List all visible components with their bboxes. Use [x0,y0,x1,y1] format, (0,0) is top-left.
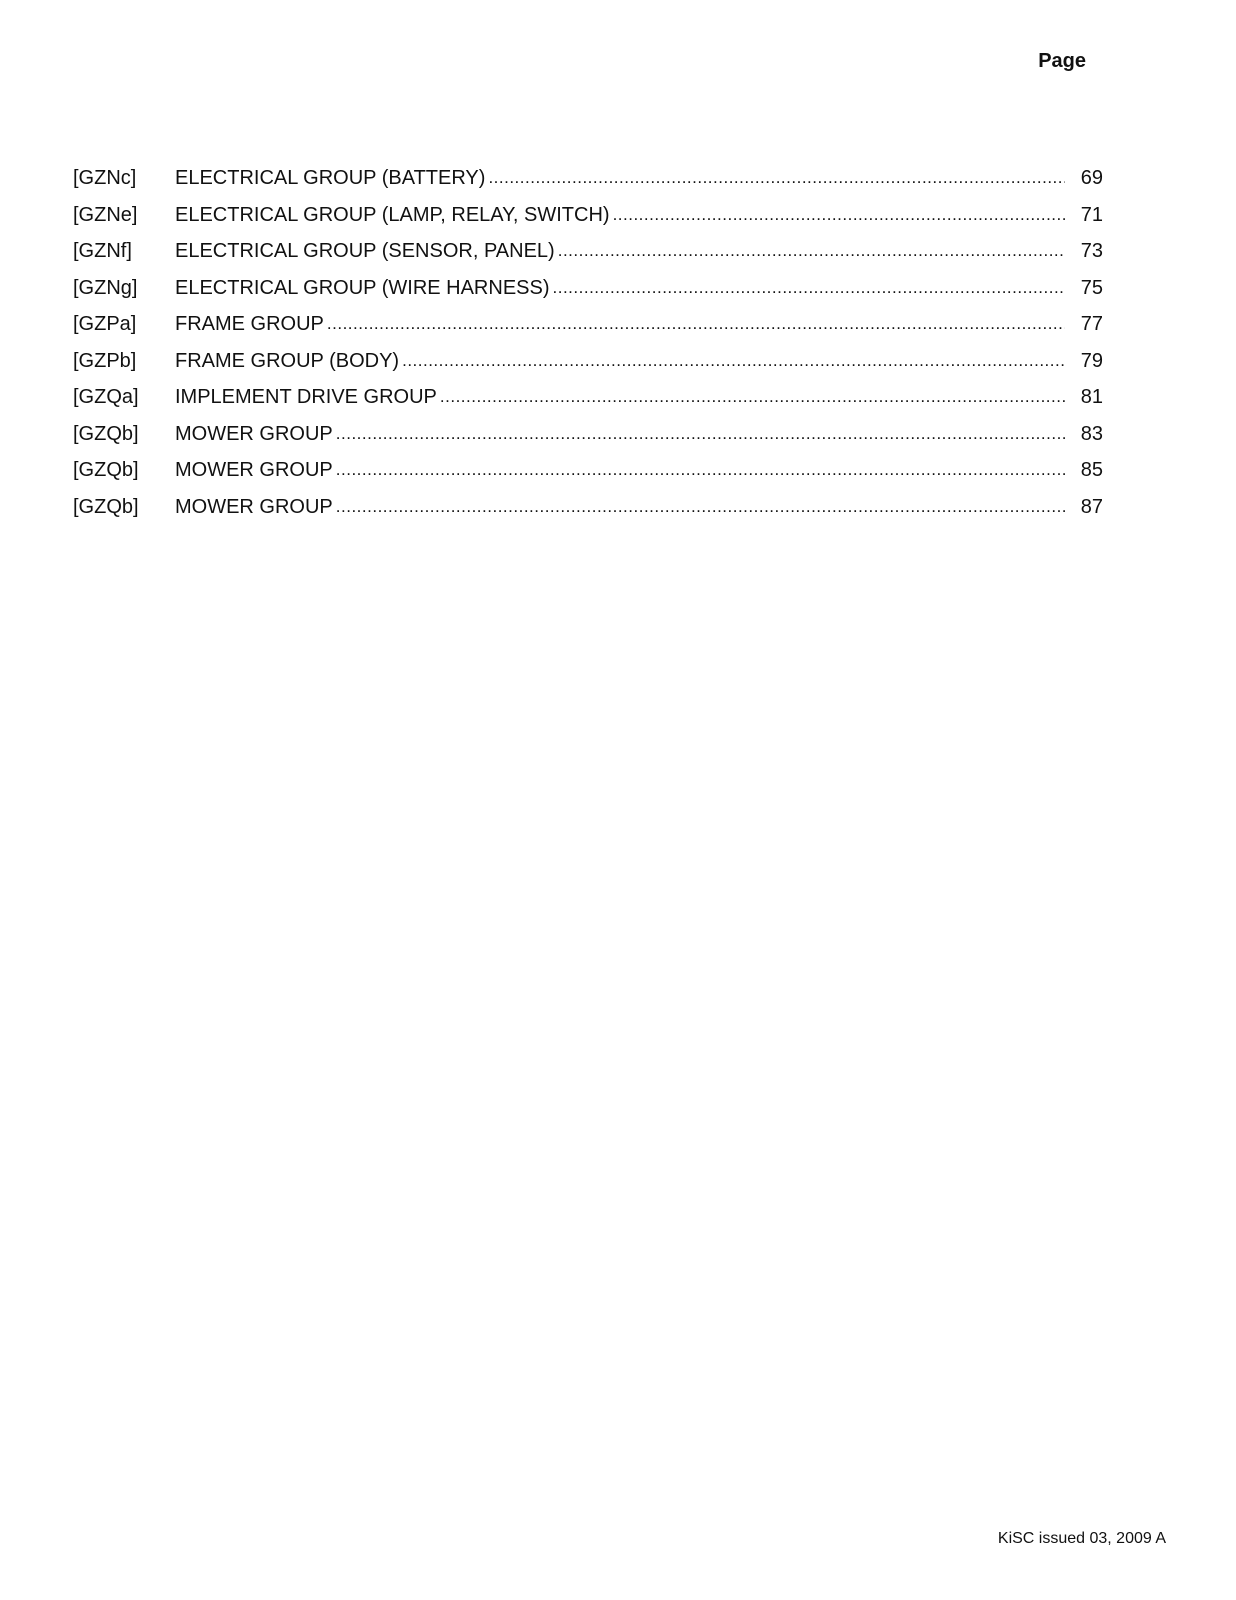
toc-entry-page: 79 [1080,349,1103,372]
toc-entry[interactable] [73,379,1103,416]
toc-entry-page: 87 [1080,495,1103,518]
toc-entry-title: ELECTRICAL GROUP (WIRE HARNESS) [175,276,550,299]
toc-entry[interactable] [73,160,1103,197]
toc-entry-code: [GZQb] [73,459,139,481]
toc-entry-code: [GZNe] [73,203,138,226]
toc-entry-code: [GZNg] [73,276,138,299]
toc-entry-title: ELECTRICAL GROUP (SENSOR, PANEL) [175,240,555,262]
toc-entry-title: FRAME GROUP [175,313,324,335]
toc-entry-code: [GZQb] [73,422,139,445]
toc-entry-code: [GZNf] [73,240,132,262]
toc-entry-page: 75 [1080,276,1103,299]
dot-leader [402,343,1065,380]
dot-leader [336,489,1065,526]
toc-entry-title: MOWER GROUP [175,459,333,481]
dot-leader [327,306,1065,343]
toc-entry[interactable] [73,306,1103,343]
toc-entry-page: 73 [1080,240,1103,262]
toc-entry-title: ELECTRICAL GROUP (LAMP, RELAY, SWITCH) [175,203,610,226]
dot-leader [440,379,1065,416]
toc-entry[interactable] [73,270,1103,307]
toc-entry-page: 81 [1080,386,1103,408]
dot-leader [553,270,1065,307]
toc-entry-page: 85 [1080,459,1103,481]
toc-entry-code: [GZNc] [73,167,137,189]
toc-entry-page: 77 [1080,313,1103,335]
toc-entry-page: 83 [1080,422,1103,445]
toc-entry[interactable] [73,452,1103,489]
toc-entry-code: [GZPa] [73,313,137,335]
toc-entry-title: MOWER GROUP [175,495,333,518]
footer-issue-note: KiSC issued 03, 2009 A [997,1530,1166,1547]
dot-leader [336,416,1065,453]
toc-entry[interactable] [73,197,1103,234]
toc-entry-page: 69 [1080,167,1103,189]
toc-entry-title: MOWER GROUP [175,422,333,445]
dot-leader [613,197,1065,234]
toc-entry-code: [GZQb] [73,495,139,518]
dot-leader [558,233,1065,270]
toc-entry[interactable] [73,343,1103,380]
toc-entry-page: 71 [1080,203,1103,226]
dot-leader [488,160,1065,197]
toc-entry-title: ELECTRICAL GROUP (BATTERY) [175,167,486,189]
toc-entry[interactable] [73,233,1103,270]
table-of-contents [73,160,1103,525]
toc-entry-title: FRAME GROUP (BODY) [175,349,400,372]
page-column-heading: Page [1038,50,1086,72]
toc-entry-code: [GZQa] [73,386,139,408]
toc-entry[interactable] [73,489,1103,526]
toc-entry-code: [GZPb] [73,349,137,372]
toc-entry[interactable] [73,416,1103,453]
dot-leader [336,452,1065,489]
toc-entry-title: IMPLEMENT DRIVE GROUP [175,386,437,408]
